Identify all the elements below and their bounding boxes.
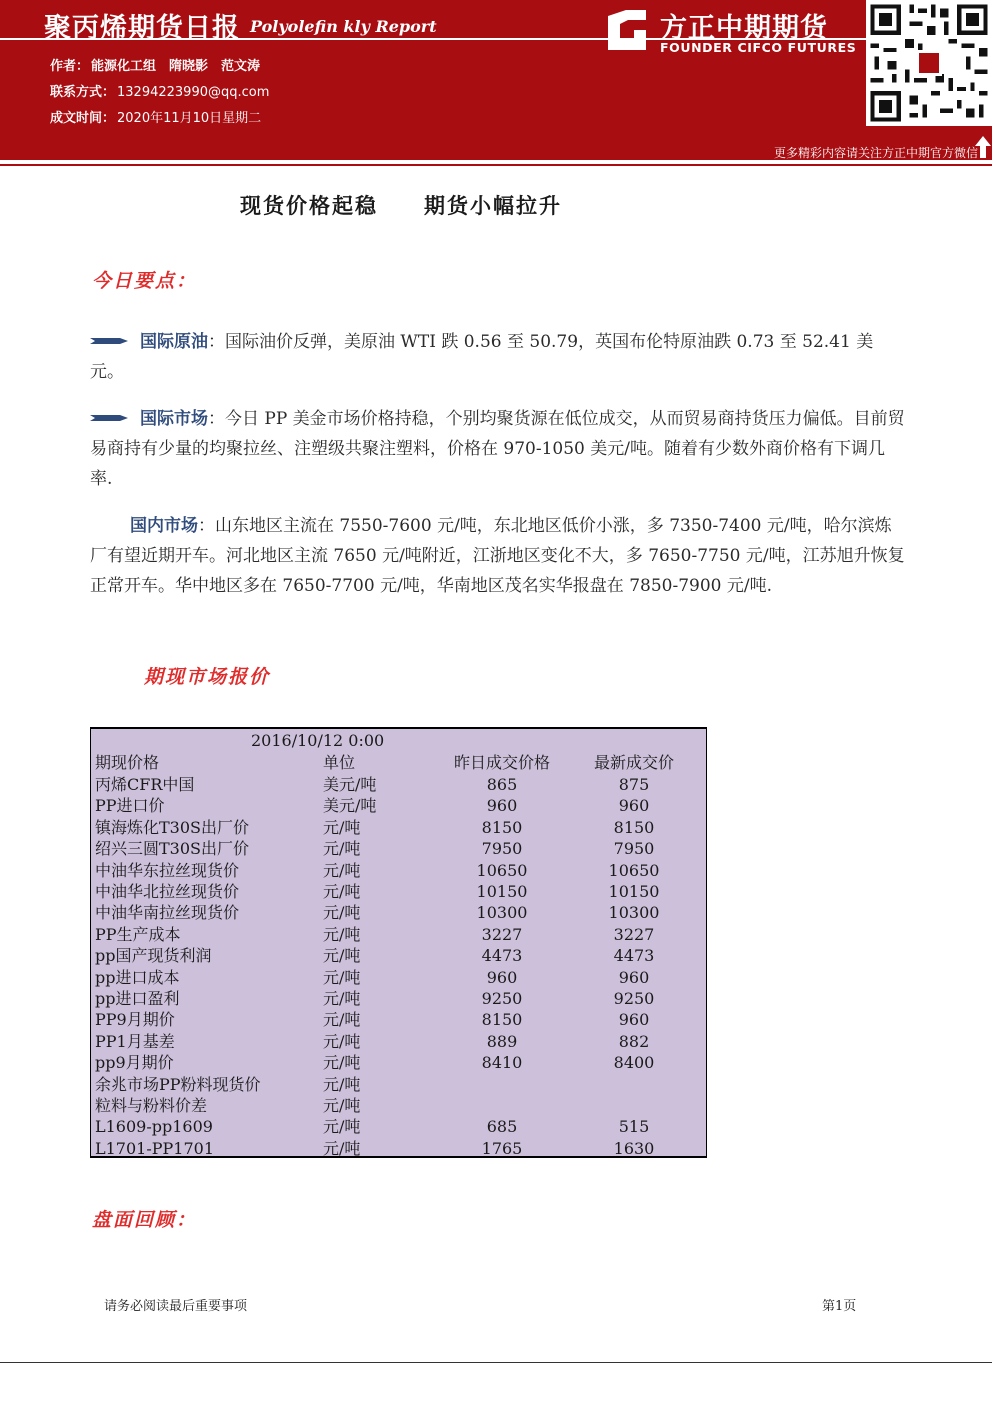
international-market-text: ：今日 PP 美金市场价格持稳，个别均聚货源在低位成交，从而贸易商持货压力偏低。目前贸易商持有少量的均聚拉丝、注塑级共聚注塑料，价格在 970-1050 美元/吨。随着有少数外商价格有下调几率. <box>90 409 905 489</box>
item-name-cell: L1701-PP1701 <box>95 1138 214 1158</box>
prev-price-cell: 685 <box>486 1117 518 1137</box>
table-row <box>91 902 706 923</box>
contact-label: 联系方式： <box>50 85 116 100</box>
unit-cell: 元/吨 <box>323 1010 361 1030</box>
latest-price-cell: 515 <box>618 1117 650 1137</box>
contact-value[interactable]: 13294223990@qq.com <box>117 85 270 100</box>
item-name-cell: 粒料与粉料价差 <box>95 1096 208 1115</box>
table-row <box>91 1138 706 1159</box>
latest-price-cell: 960 <box>618 1010 650 1030</box>
latest-price-cell: 8400 <box>613 1053 655 1073</box>
page-number: 第1页 <box>822 1299 857 1314</box>
section-review: 盘面回顾： <box>92 1209 198 1231</box>
latest-price-cell: 960 <box>618 796 650 816</box>
item-name-cell: 中油华东拉丝现货价 <box>95 860 240 880</box>
latest-price-cell: 7950 <box>613 839 655 859</box>
unit-cell: 美元/吨 <box>323 775 377 794</box>
item-name-cell: PP生产成本 <box>95 924 181 944</box>
table-row <box>91 1095 706 1116</box>
table-row <box>91 774 706 795</box>
item-name-cell: pp国产现货利润 <box>95 946 212 966</box>
item-name-cell: pp进口成本 <box>95 967 180 987</box>
table-row <box>91 838 706 859</box>
unit-cell: 元/吨 <box>323 946 361 966</box>
logo-english-name: FOUNDER CIFCO FUTURES <box>660 40 857 55</box>
unit-cell: 元/吨 <box>323 860 361 880</box>
date-line <box>50 107 261 126</box>
company-logo <box>604 6 860 58</box>
item-name-cell: L1609-pp1609 <box>95 1117 213 1137</box>
unit-cell: 元/吨 <box>323 1117 361 1137</box>
latest-price-cell: 4473 <box>613 946 655 966</box>
logo-chinese-name: 方正中期期货 <box>660 13 828 44</box>
table-row <box>91 1052 706 1073</box>
latest-price-cell: 882 <box>618 1031 650 1051</box>
unit-cell: 元/吨 <box>323 989 361 1008</box>
latest-price-cell: 10300 <box>608 903 660 923</box>
latest-price-cell: 8150 <box>613 817 655 837</box>
item-name-cell: 中油华南拉丝现货价 <box>95 903 240 923</box>
report-subtitle: Polyolefin kly Report <box>250 17 437 36</box>
footer-notice: 请务必阅读最后重要事项 <box>104 1299 248 1314</box>
table-row <box>91 967 706 988</box>
date-label: 成文时间： <box>50 111 116 126</box>
item-name-cell: 镇海炼化T30S出厂价 <box>95 817 249 837</box>
table-row <box>91 1074 706 1095</box>
prev-price-cell: 3227 <box>481 924 523 944</box>
prev-price-cell: 8150 <box>481 1010 523 1030</box>
unit-cell: 元/吨 <box>323 882 361 901</box>
latest-price-cell: 10650 <box>608 860 660 880</box>
prev-price-cell: 960 <box>486 796 518 816</box>
unit-cell: 元/吨 <box>323 1074 361 1094</box>
table-row <box>91 924 706 945</box>
latest-price-cell: 960 <box>618 967 650 987</box>
prev-price-cell: 960 <box>486 967 518 987</box>
unit-cell: 元/吨 <box>323 1053 361 1073</box>
latest-price-cell: 1630 <box>613 1138 655 1158</box>
prev-price-cell: 865 <box>486 775 518 794</box>
report-header <box>0 0 992 160</box>
contact-line <box>50 81 269 100</box>
unit-cell: 元/吨 <box>323 1138 361 1158</box>
item-name-cell: PP1月基差 <box>95 1031 175 1051</box>
unit-cell: 美元/吨 <box>323 796 377 816</box>
report-title: 聚丙烯期货日报 <box>44 13 240 44</box>
header-cell: 最新成交价 <box>593 753 674 772</box>
unit-cell: 元/吨 <box>323 1096 361 1115</box>
paragraph-domestic-market <box>90 511 905 601</box>
report-headline: 现货价格起稳 期货小幅拉升 <box>240 193 562 218</box>
prev-price-cell: 7950 <box>481 839 523 859</box>
table-row <box>91 1116 706 1137</box>
header-underline <box>0 164 992 166</box>
table-row <box>91 945 706 966</box>
unit-cell: 元/吨 <box>323 817 361 837</box>
founder-logo-icon <box>604 6 650 52</box>
unit-cell: 元/吨 <box>323 924 361 944</box>
table-row <box>91 1009 706 1030</box>
latest-price-cell: 9250 <box>613 989 655 1008</box>
table-row <box>91 817 706 838</box>
date-value: 2020年11月10日星期二 <box>117 111 262 126</box>
prev-price-cell: 4473 <box>481 946 523 966</box>
item-name-cell: 余兆市场PP粉料现货价 <box>95 1074 261 1094</box>
prev-price-cell: 8150 <box>481 817 523 837</box>
footer-divider <box>0 1362 992 1363</box>
item-name-cell: PP进口价 <box>95 796 165 816</box>
item-name-cell: PP9月期价 <box>95 1010 175 1030</box>
prev-price-cell: 1765 <box>481 1138 523 1158</box>
unit-cell: 元/吨 <box>323 1031 361 1051</box>
paragraph-international-market <box>90 404 905 494</box>
table-row <box>91 988 706 1009</box>
paragraph-crude-oil <box>90 327 905 387</box>
crude-oil-label: 国际原油 <box>140 332 208 352</box>
section-quotes: 期现市场报价 <box>144 666 271 688</box>
bullet-arrow-icon <box>90 334 130 348</box>
header-cell: 昨日成交价格 <box>453 753 550 772</box>
unit-cell: 元/吨 <box>323 967 361 987</box>
table-row <box>91 795 706 816</box>
prev-price-cell: 9250 <box>481 989 523 1008</box>
prev-price-cell: 10650 <box>476 860 528 880</box>
domestic-market-label: 国内市场 <box>130 516 198 536</box>
header-cell: 单位 <box>323 753 356 772</box>
author-line <box>50 55 260 74</box>
item-name-cell: 绍兴三圆T30S出厂价 <box>95 839 249 859</box>
latest-price-cell: 3227 <box>613 924 655 944</box>
table-row <box>91 860 706 881</box>
prev-price-cell: 10300 <box>476 903 528 923</box>
item-name-cell: 中油华北拉丝现货价 <box>95 882 240 901</box>
prev-price-cell: 10150 <box>476 882 528 901</box>
header-cell: 期现价格 <box>95 753 160 772</box>
latest-price-cell: 875 <box>618 775 650 794</box>
prev-price-cell: 889 <box>486 1031 518 1051</box>
item-name-cell: pp进口盈利 <box>95 989 180 1008</box>
unit-cell: 元/吨 <box>323 839 361 859</box>
table-row <box>91 881 706 902</box>
wechat-qr-code-icon[interactable] <box>866 0 992 126</box>
bullet-arrow-icon <box>90 411 130 425</box>
quote-table-datetime: 2016/10/12 0:00 <box>251 731 385 750</box>
quote-table-header <box>91 752 706 773</box>
wechat-follow-note: 更多精彩内容请关注方正中期官方微信 <box>773 146 978 160</box>
latest-price-cell: 10150 <box>608 882 660 901</box>
quote-table <box>90 727 707 1158</box>
prev-price-cell: 8410 <box>481 1053 523 1073</box>
international-market-label: 国际市场 <box>140 409 208 429</box>
author-value: 能源化工组 隋晓影 范文涛 <box>91 59 261 74</box>
domestic-market-text: ：山东地区主流在 7550-7600 元/吨，东北地区低价小涨，多 7350-7400 元/吨，哈尔滨炼厂有望近期开车。河北地区主流 7650 元/吨附近，江浙地区变化不大，多 7650-7750 元/吨，江苏旭升恢复正常开车。华中地区多在 7650-7700 元/吨，华南地区茂名实华报盘在 7850-7900 元/吨. <box>90 516 905 596</box>
crude-oil-text: ：国际油价反弹，美原油 WTI 跌 0.56 至 50.79，英国布伦特原油跌 0.73 至 52.41 美元。 <box>90 332 874 382</box>
table-row <box>91 1031 706 1052</box>
item-name-cell: 丙烯CFR中国 <box>95 775 195 794</box>
item-name-cell: pp9月期价 <box>95 1053 174 1073</box>
section-key-points: 今日要点： <box>92 270 198 292</box>
author-label: 作者： <box>50 59 90 74</box>
unit-cell: 元/吨 <box>323 903 361 923</box>
